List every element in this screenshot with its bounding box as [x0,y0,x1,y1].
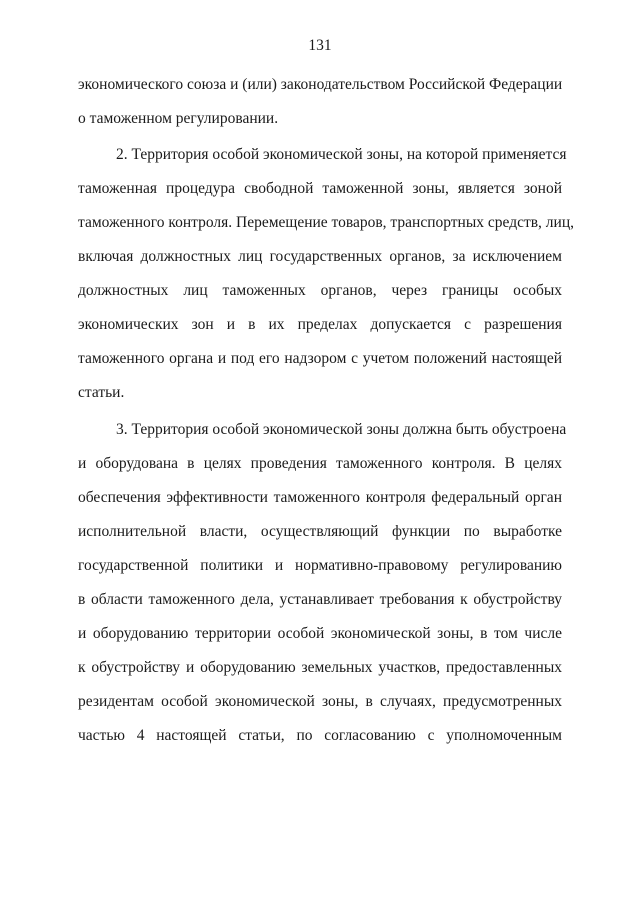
text-line: исполнительной власти, осуществляющий функции по выработке [78,523,562,540]
text-line: государственной политики и нормативно-правовому регулированию [78,557,562,574]
text-line: статьи. [78,384,125,401]
text-line: о таможенном регулировании. [78,110,279,127]
text-line: 3. Территория особой экономической зоны должна быть обустроена [116,421,567,438]
text-line: экономических зон и в их пределах допускается с разрешения [78,316,562,333]
paragraph-continuation [78,68,562,136]
text-line: таможенного контроля. Перемещение товаров, транспортных средств, лиц, [78,214,575,231]
text-line: в области таможенного дела, устанавливает требования к обустройству [78,591,562,608]
text-line: экономического союза и (или) законодательством Российской Федерации [78,76,563,93]
page-number: 131 [308,37,332,54]
text-line: и оборудована в целях проведения таможенного контроля. В целях [78,455,562,472]
text-line: должностных лиц таможенных органов, через границы особых [78,282,562,299]
text-line: резидентам особой экономической зоны, в случаях, предусмотренных [78,693,562,710]
text-line: частью 4 настоящей статьи, по согласованию с уполномоченным [78,727,562,744]
text-line: к обустройству и оборудованию земельных участков, предоставленных [78,659,562,676]
text-line: и оборудованию территории особой экономической зоны, в том числе [78,625,562,642]
paragraph-item-3 [78,413,567,753]
paragraph-item-2 [78,138,575,410]
text-line: таможенного органа и под его надзором с учетом положений настоящей [78,350,562,367]
text-line: обеспечения эффективности таможенного контроля федеральный орган [78,489,562,506]
text-line: включая должностных лиц государственных органов, за исключением [78,248,562,265]
text-line: таможенная процедура свободной таможенной зоны, является зоной [78,180,562,197]
text-line: 2. Территория особой экономической зоны, на которой применяется [116,146,567,163]
